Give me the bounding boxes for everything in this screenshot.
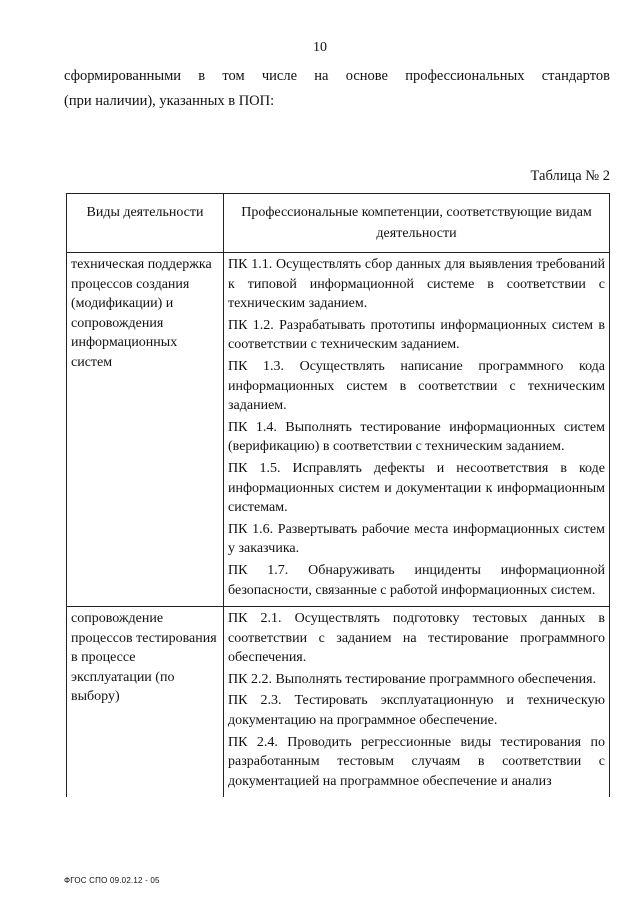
intro-word: на bbox=[314, 68, 329, 84]
competency-item: ПК 2.2. Выполнять тестирование программного обеспечения. bbox=[228, 671, 597, 687]
competency-item: ПК 1.6. Развертывать рабочие места информационных систем у заказчика. bbox=[228, 521, 605, 557]
intro-word: сформированными bbox=[64, 68, 182, 84]
intro-word: в bbox=[198, 68, 206, 84]
intro-word: том bbox=[222, 68, 245, 84]
competency-item: ПК 2.3. Тестировать эксплуатационную и техническую документацию на программное обеспечение. bbox=[228, 693, 605, 729]
intro-line-1 bbox=[64, 64, 610, 89]
competency-item: ПК 1.1. Осуществлять сбор данных для выявления требований к типовой информационной системе в соответствии с техническим заданием. bbox=[228, 257, 605, 312]
competency-item: ПК 1.4. Выполнять тестирование информационных систем (верификацию) в соответствии с техническим заданием. bbox=[228, 419, 605, 455]
intro-word: профессиональных bbox=[405, 68, 525, 84]
intro-line-2: (при наличии), указанных в ПОП: bbox=[64, 93, 275, 109]
header-activity: Виды деятельности bbox=[67, 194, 224, 253]
intro-word: стандартов bbox=[541, 68, 610, 84]
competency-item: ПК 2.4. Проводить регрессионные виды тестирования по разработанным тестовым случаям в соответствии с документацией на программное обеспечение и анализ bbox=[228, 734, 605, 789]
intro-word: основе bbox=[345, 68, 388, 84]
activity-cell: сопровождение процессов тестирования в процессе эксплуатации (по выбору) bbox=[67, 607, 224, 798]
table-row bbox=[67, 607, 610, 798]
competencies-cell bbox=[224, 253, 610, 607]
activity-cell: техническая поддержка процессов создания (модификации) и сопровождения информационных систем bbox=[67, 253, 224, 607]
table-row bbox=[67, 253, 610, 607]
competency-item: ПК 1.7. Обнаруживать инциденты информационной безопасности, связанные с работой информационных систем. bbox=[228, 562, 605, 598]
header-competencies: Профессиональные компетенции, соответствующие видам деятельности bbox=[224, 194, 610, 253]
table-header-row bbox=[67, 194, 610, 253]
intro-paragraph bbox=[64, 64, 610, 114]
document-footer: ФГОС СПО 09.02.12 - 05 bbox=[64, 876, 160, 885]
competency-item: ПК 1.3. Осуществлять написание программного кода информационных систем в соответствии с техническим заданием. bbox=[228, 358, 605, 414]
competencies-cell bbox=[224, 607, 610, 798]
page-number: 10 bbox=[313, 40, 327, 55]
competency-item: ПК 1.5. Исправлять дефекты и несоответствия в коде информационных систем и документации к информационным системам. bbox=[228, 460, 605, 516]
table-caption: Таблица № 2 bbox=[530, 168, 610, 184]
intro-word: числе bbox=[261, 68, 298, 84]
competency-item: ПК 2.1. Осуществлять подготовку тестовых данных в соответствии с заданием на тестирование программного обеспечения. bbox=[228, 611, 605, 666]
competencies-table bbox=[66, 193, 610, 797]
competency-item: ПК 1.2. Разрабатывать прототипы информационных систем в соответствии с техническим заданием. bbox=[228, 317, 605, 353]
